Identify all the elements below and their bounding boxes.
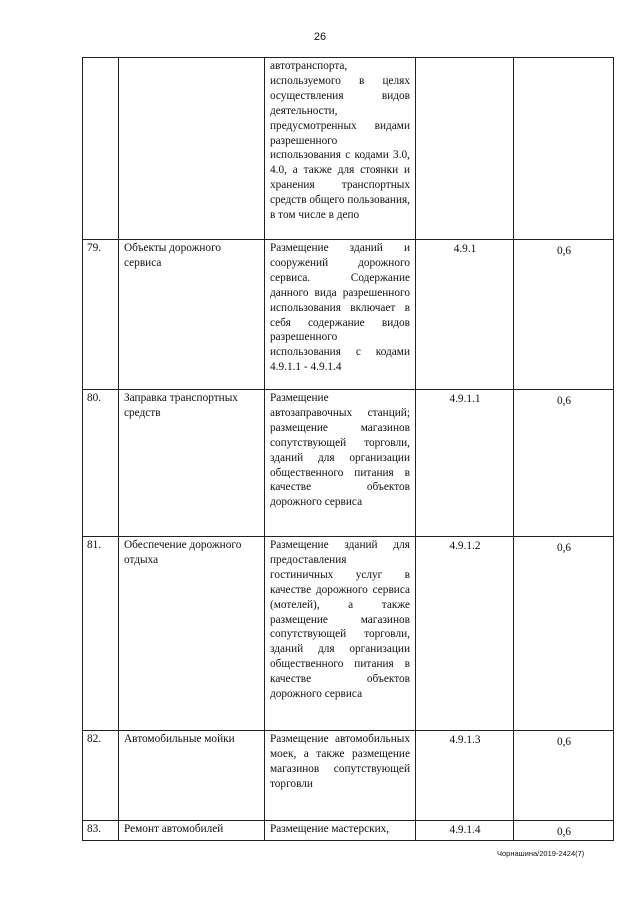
page-number: 26 (313, 31, 327, 43)
row-name (119, 58, 265, 240)
row-ratio (514, 58, 614, 240)
row-code: 4.9.1.3 (416, 731, 514, 821)
row-number: 82. (83, 731, 119, 821)
row-ratio: 0,6 (514, 537, 614, 731)
row-code (416, 58, 514, 240)
table-row (83, 240, 614, 390)
row-name: Объекты дорожного сервиса (119, 240, 265, 390)
row-ratio: 0,6 (514, 390, 614, 537)
table-row (83, 821, 614, 841)
row-description: Размещение зданий и сооружений дорожного сервиса. Содержание данного вида разрешенного использования включает в себя содержание видов разрешенного использования с кодами 4.9.1.1 - 4.9.1.4 (265, 240, 416, 390)
row-code: 4.9.1.1 (416, 390, 514, 537)
row-description: Размещение автозаправочных станций; размещение магазинов сопутствующей торговли, зданий для организации общественного питания в качестве объектов дорожного сервиса (265, 390, 416, 537)
row-code: 4.9.1.2 (416, 537, 514, 731)
row-code: 4.9.1 (416, 240, 514, 390)
row-name: Заправка транспортных средств (119, 390, 265, 537)
row-number: 79. (83, 240, 119, 390)
row-code: 4.9.1.4 (416, 821, 514, 841)
document-footer: Чорнашина/2019-2424(7) (497, 849, 585, 858)
table-row (83, 731, 614, 821)
row-description: автотранспорта, используемого в целях осуществления видов деятельности, предусмотренных видами разрешенного использования с кодами 3.0, 4.0, а также для стоянки и хранения транспортных средств общего пользования, в том числе в депо (265, 58, 416, 240)
row-description: Размещение мастерских, (265, 821, 416, 841)
row-number: 83. (83, 821, 119, 841)
row-ratio: 0,6 (514, 821, 614, 841)
row-ratio: 0,6 (514, 731, 614, 821)
table-row (83, 390, 614, 537)
table-row (83, 58, 614, 240)
row-name: Ремонт автомобилей (119, 821, 265, 841)
row-ratio: 0,6 (514, 240, 614, 390)
table-row (83, 537, 614, 731)
row-name: Автомобильные мойки (119, 731, 265, 821)
row-description: Размещение зданий для предоставления гостиничных услуг в качестве дорожного сервиса (мотелей), а также размещение магазинов сопутствующей торговли, зданий для организации общественного питания в качестве объектов дорожного сервиса (265, 537, 416, 731)
row-number (83, 58, 119, 240)
row-number: 80. (83, 390, 119, 537)
row-number: 81. (83, 537, 119, 731)
row-name: Обеспечение дорожного отдыха (119, 537, 265, 731)
row-description: Размещение автомобильных моек, а также размещение магазинов сопутствующей торговли (265, 731, 416, 821)
land-use-table (82, 57, 614, 841)
